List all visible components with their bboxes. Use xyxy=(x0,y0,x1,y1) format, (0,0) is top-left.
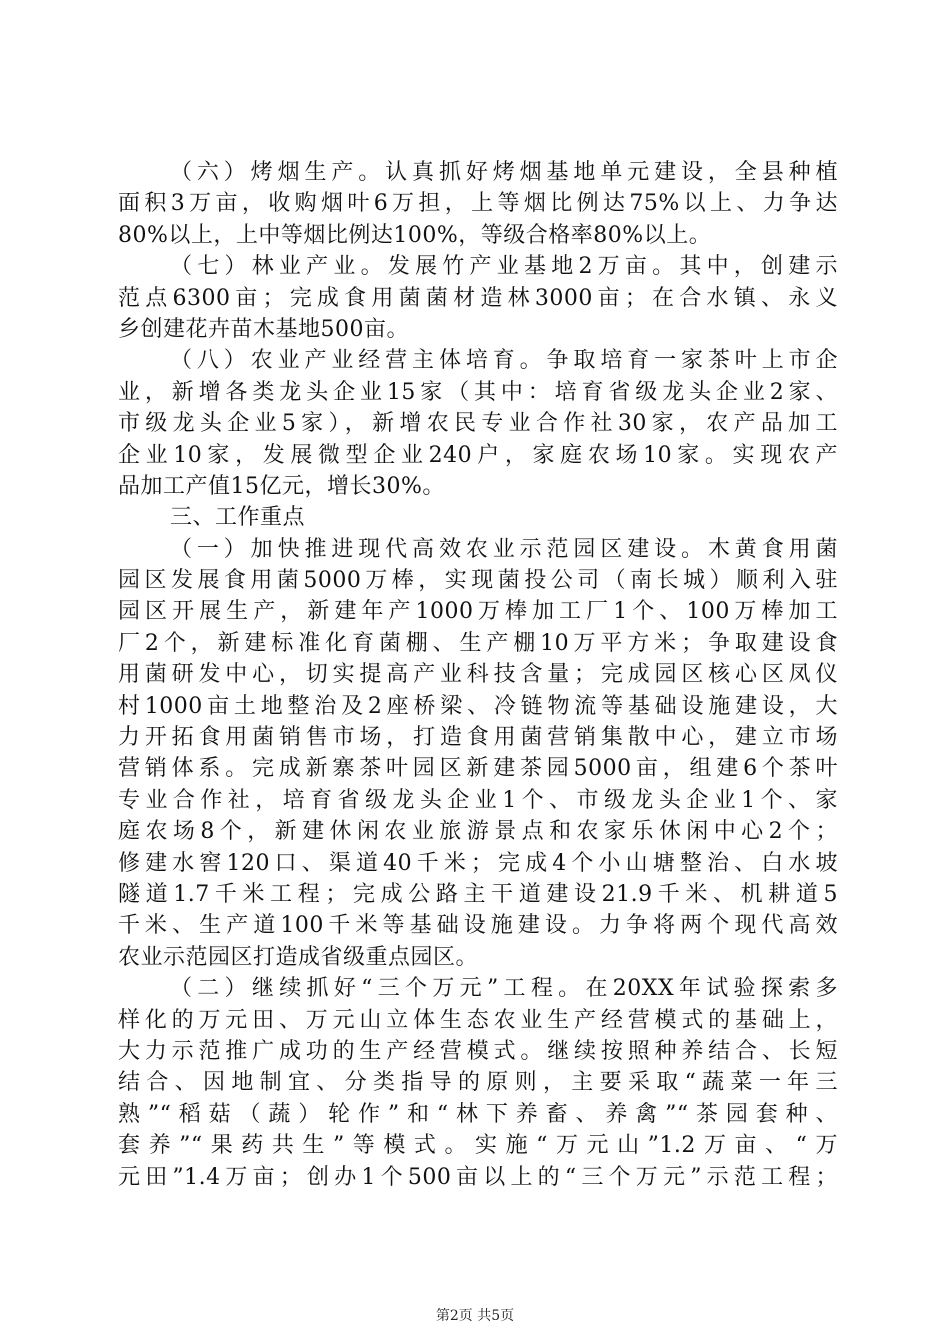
page-footer: 第2页 共5页 xyxy=(435,1308,515,1324)
text-line: 样化的万元田、万元山立体生态农业生产经营模式的基础上， xyxy=(118,1007,838,1033)
text-line: 力开拓食用菌销售市场，打造食用菌营销集散中心，建立市场 xyxy=(118,725,838,751)
text-line: （六）烤烟生产。认真抓好烤烟基地单元建设，全县种植 xyxy=(170,160,838,185)
text-line: 熟”“稻菇（蔬）轮作”和“林下养畜、养禽”“茶园套种、 xyxy=(118,1101,838,1127)
text-line: （二）继续抓好“三个万元”工程。在20XX年试验探索多 xyxy=(170,976,838,1002)
text-line: 园区发展食用菌5000万棒，实现菌投公司（南长城）顺利入驻 xyxy=(118,568,838,594)
text-line: 乡创建花卉苗木基地500亩。 xyxy=(118,316,409,342)
text-line: 农业示范园区打造成省级重点园区。 xyxy=(118,944,479,970)
text-line: 用菌研发中心，切实提高产业科技含量；完成园区核心区凤仪 xyxy=(118,662,838,688)
text-line: 元田”1.4万亩；创办1个500亩以上的“三个万元”示范工程； xyxy=(118,1164,838,1190)
document-body xyxy=(118,157,838,1193)
text-line: 厂2个，新建标准化育菌棚、生产棚10万平方米；争取建设食 xyxy=(118,630,838,656)
text-line: 80%以上，上中等烟比例达100%，等级合格率80%以上。 xyxy=(118,222,712,248)
text-line: （八）农业产业经营主体培育。争取培育一家茶叶上市企 xyxy=(170,348,838,374)
text-line: 市级龙头企业5家），新增农民专业合作社30家，农产品加工 xyxy=(118,411,838,437)
text-line: 结合、因地制宜、分类指导的原则，主要采取“蔬菜一年三 xyxy=(118,1070,838,1096)
text-line: （七）林业产业。发展竹产业基地2万亩。其中，创建示 xyxy=(170,254,838,280)
text-line: （一）加快推进现代高效农业示范园区建设。木黄食用菌 xyxy=(170,536,838,562)
text-line: 专业合作社，培育省级龙头企业1个、市级龙头企业1个、家 xyxy=(118,787,838,813)
text-line: 套养”“果药共生”等模式。实施“万元山”1.2万亩、“万 xyxy=(118,1133,838,1159)
text-line: 村1000亩土地整治及2座桥梁、冷链物流等基础设施建设，大 xyxy=(118,693,838,719)
text-line: 企业10家，发展微型企业240户，家庭农场10家。实现农产 xyxy=(118,442,838,468)
text-line: 业，新增各类龙头企业15家（其中：培育省级龙头企业2家、 xyxy=(118,379,838,405)
text-line: 隧道1.7千米工程；完成公路主干道建设21.9千米、机耕道5 xyxy=(118,881,838,907)
text-line: 营销体系。完成新寨茶叶园区新建茶园5000亩，组建6个茶叶 xyxy=(118,756,838,782)
text-line: 面积3万亩，收购烟叶6万担，上等烟比例达75%以上、力争达 xyxy=(118,191,838,217)
text-line: 品加工产值15亿元，增长30%。 xyxy=(118,473,445,499)
text-line: 园区开展生产，新建年产1000万棒加工厂1个、100万棒加工 xyxy=(118,599,838,625)
text-line: 千米、生产道100千米等基础设施建设。力争将两个现代高效 xyxy=(118,913,838,939)
text-line: 范点6300亩；完成食用菌菌材造林3000亩；在合水镇、永义 xyxy=(118,285,838,311)
text-line: 三、工作重点 xyxy=(170,505,306,531)
text-line: 庭农场8个，新建休闲农业旅游景点和农家乐休闲中心2个； xyxy=(118,819,838,845)
text-line: 修建水窖120口、渠道40千米；完成4个小山塘整治、白水坡 xyxy=(118,850,838,876)
text-line: 大力示范推广成功的生产经营模式。继续按照种养结合、长短 xyxy=(118,1038,838,1064)
